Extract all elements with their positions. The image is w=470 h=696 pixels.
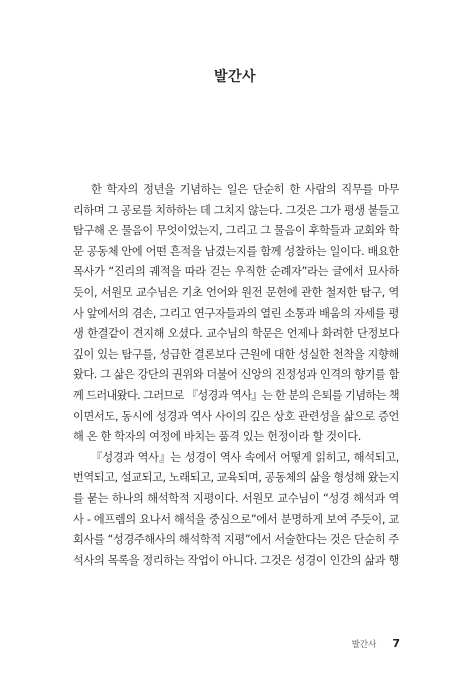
- text-line: 깊이 있는 탐구를, 성급한 결론보다 근원에 대한 성실한 천착을 지향해: [73, 347, 399, 361]
- text-line: 사 앞에서의 겸손, 그리고 연구자들과의 열린 소통과 배움의 자세를 평: [73, 306, 399, 320]
- text-line: 번역되고, 설교되고, 노래되고, 교육되며, 공동체의 삶을 형성해 왔는지: [73, 471, 399, 485]
- text-line: 이면서도, 동시에 성경과 역사 사이의 깊은 상호 관련성을 삶으로 증언: [73, 409, 399, 423]
- text-line: 석사의 목록을 정리하는 작업이 아니다. 그것은 성경이 인간의 삶과 행: [73, 553, 399, 567]
- paragraph-2: [73, 448, 399, 572]
- running-head: 발간사: [351, 640, 377, 650]
- text-line: 『성경과 역사』는 성경이 역사 속에서 어떻게 읽히고, 해석되고,: [91, 450, 399, 464]
- text-line: 듯이, 서원모 교수님은 기초 언어와 원전 문헌에 관한 철저한 탐구, 역: [73, 285, 399, 299]
- text-line: 께 드러내왔다. 그러므로 『성경과 역사』는 한 분의 은퇴를 기념하는 책: [73, 388, 399, 402]
- text-line: 사 - 에프렘의 요나서 해석을 중심으로”에서 분명하게 보여 주듯이, 교: [73, 512, 399, 526]
- text-line: 한 학자의 정년을 기념하는 일은 단순히 한 사람의 직무를 마무: [91, 183, 399, 196]
- body-text: [73, 180, 399, 571]
- text-line: 문 공동체 안에 어떤 흔적을 남겼는지를 함께 성찰하는 일이다. 배요한: [73, 244, 399, 258]
- paragraph-1: [73, 180, 399, 448]
- text-line: 리하며 그 공로를 치하하는 데 그치지 않는다. 그것은 그가 평생 붙들고: [73, 203, 399, 217]
- text-line: 생 한결같이 견지해 오셨다. 교수님의 학문은 언제나 화려한 단정보다: [73, 327, 399, 341]
- page-number: 7: [392, 637, 400, 650]
- page-footer: [352, 637, 400, 650]
- text-line: 해 온 한 학자의 여정에 바치는 품격 있는 헌정이라 할 것이다.: [73, 430, 361, 444]
- text-line: 목사가 “진리의 궤적을 따라 걷는 우직한 순례자”라는 글에서 묘사하: [73, 265, 399, 279]
- text-line: 왔다. 그 삶은 강단의 권위와 더불어 신앙의 진정성과 인격의 향기를 함: [73, 368, 399, 382]
- text-line: 회사를 “성경주해사의 해석학적 지평”에서 서술한다는 것은 단순히 주: [73, 533, 399, 547]
- page-title: 발간사: [213, 69, 257, 85]
- text-line: 를 묻는 하나의 해석학적 지평이다. 서원모 교수님이 “성경 해석과 역: [73, 491, 399, 505]
- text-line: 탐구해 온 물음이 무엇이었는지, 그리고 그 물음이 후학들과 교회와 학: [73, 224, 399, 238]
